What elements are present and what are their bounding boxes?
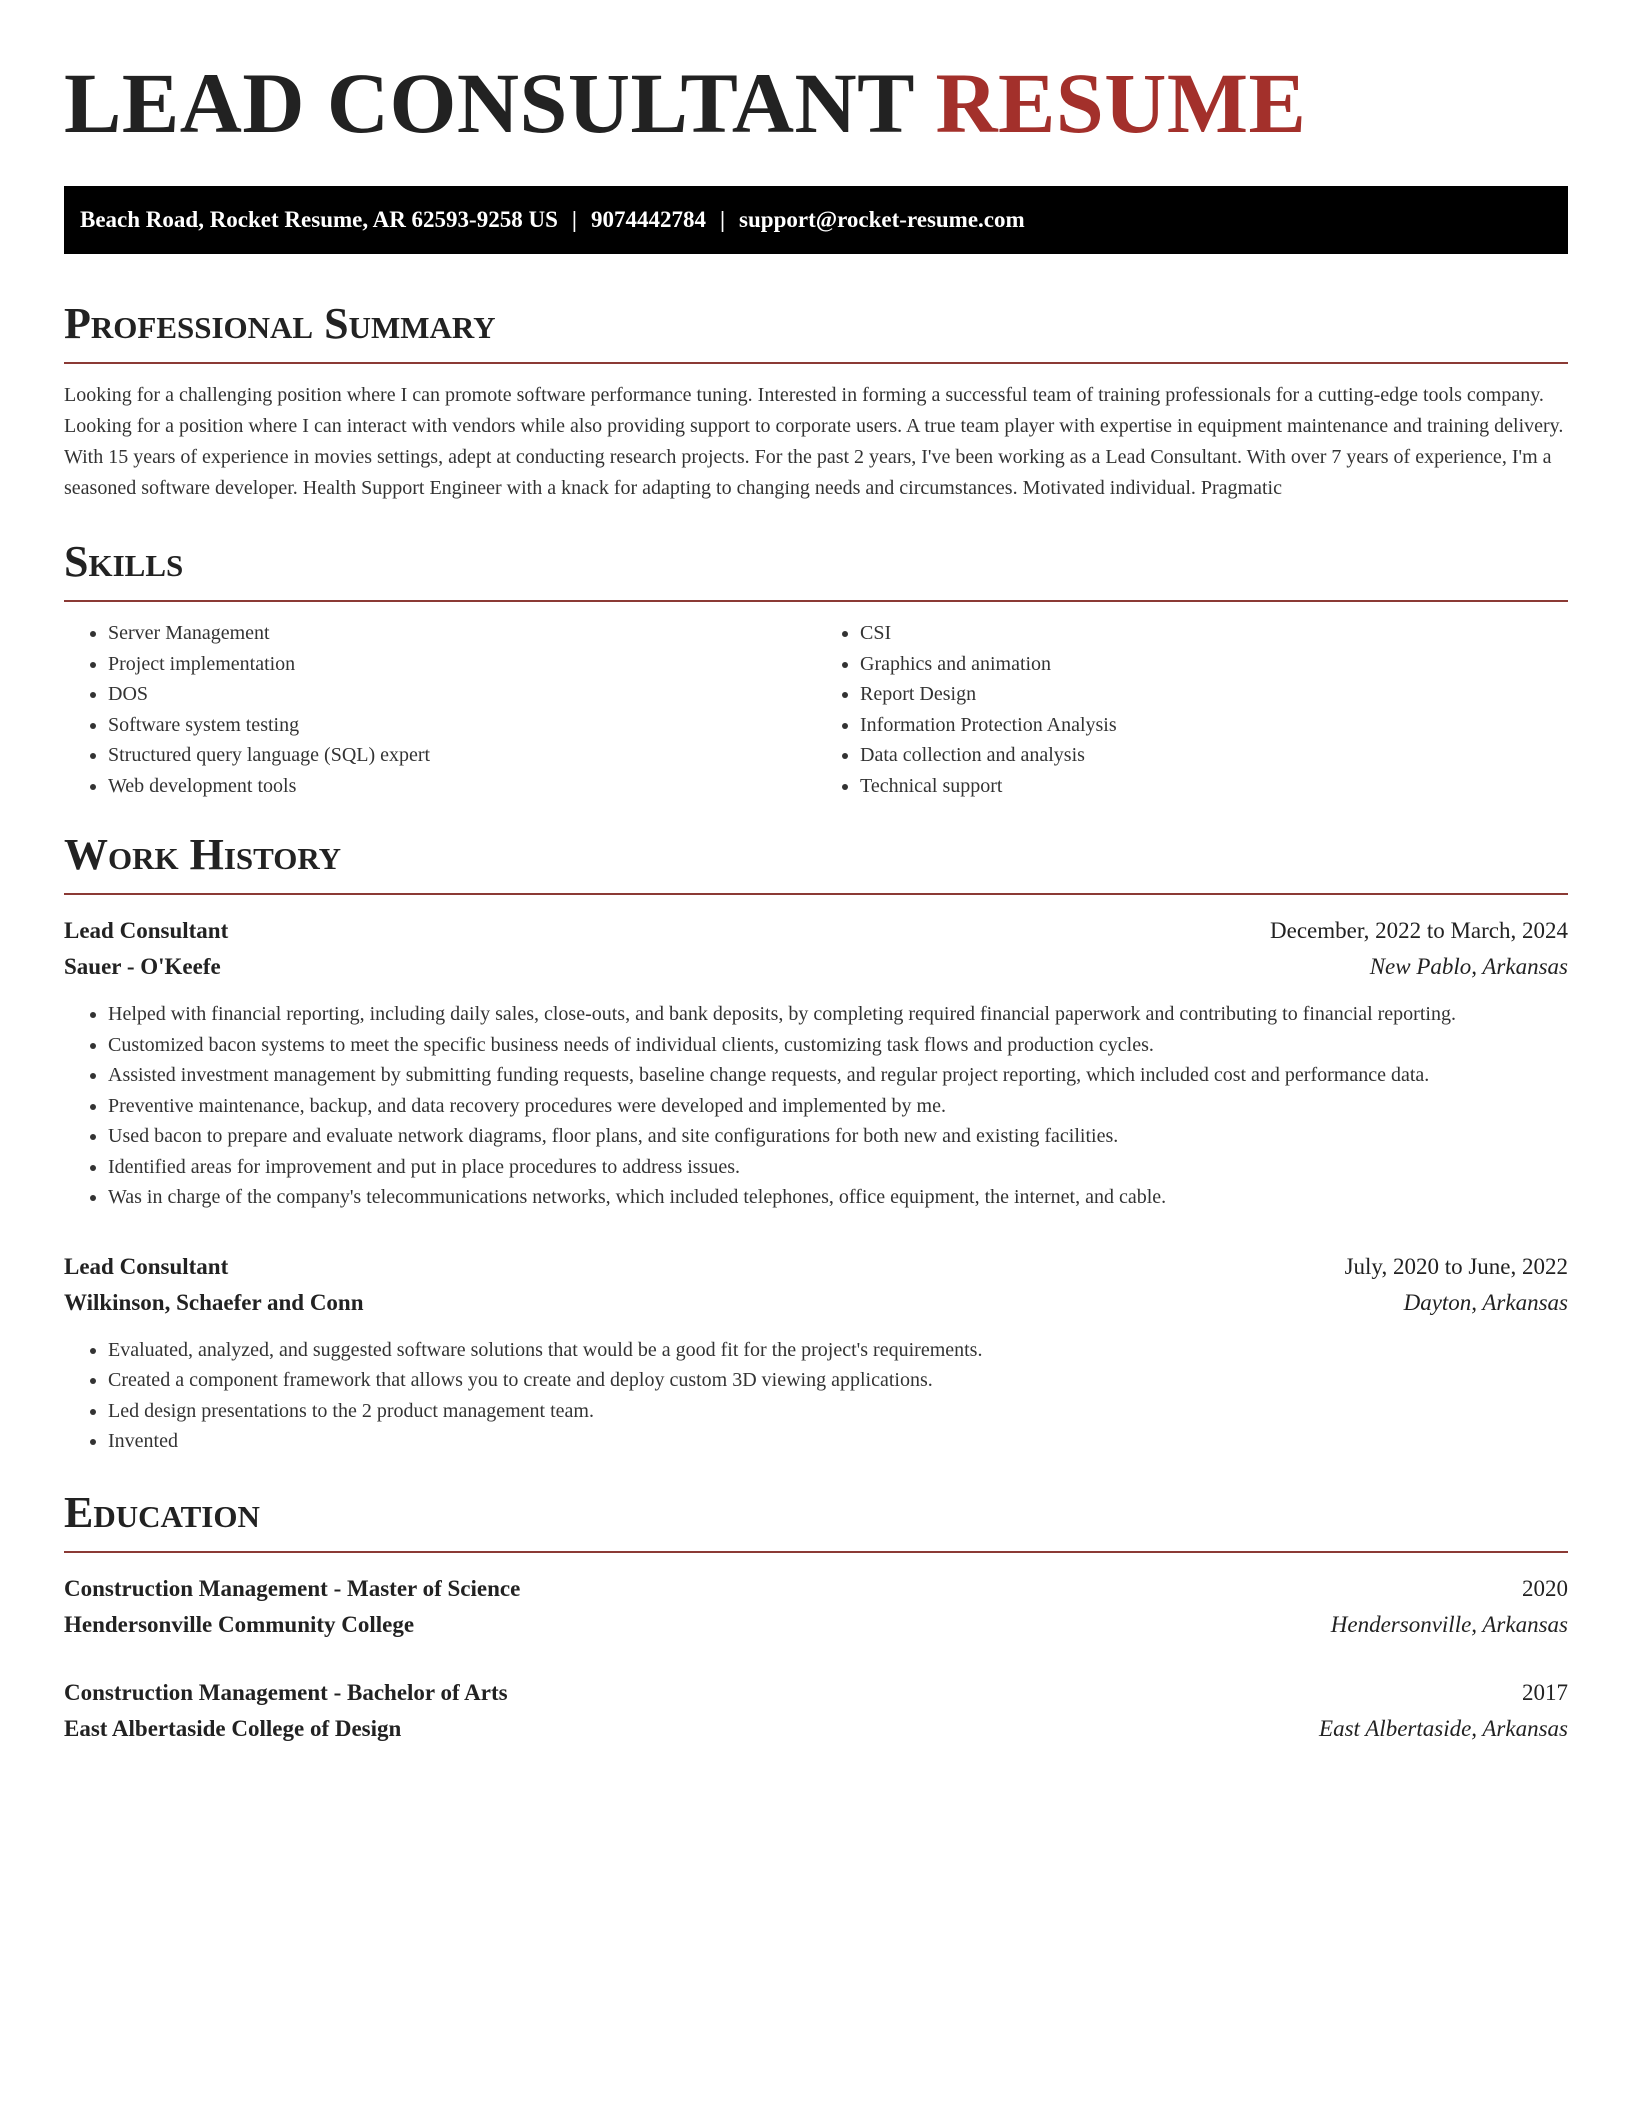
education-degree: Construction Management - Bachelor of Arts (64, 1679, 508, 1705)
job-header-row (64, 913, 1568, 949)
education-degree-row (64, 1675, 1568, 1711)
education-school-row (64, 1711, 1568, 1747)
job-bullet: • Customized bacon systems to meet the specific business needs of individual clients, customizing task flows and production cycles. (108, 1030, 1568, 1061)
job-bullet: • Assisted investment management by submitting funding requests, baseline change requests, and regular project reporting, which included cost and performance data. (108, 1060, 1568, 1091)
job-header-row (64, 1249, 1568, 1285)
education-year: 2017 (1522, 1679, 1568, 1705)
skill-item: • Server Management (108, 618, 816, 649)
job-bullet: • Led design presentations to the 2 product management team. (108, 1396, 1568, 1427)
job-title: Lead Consultant (64, 1253, 229, 1279)
job-company-row (64, 1285, 1568, 1321)
job-company: Sauer - O'Keefe (64, 954, 221, 979)
education-degree: Construction Management - Master of Science (64, 1575, 521, 1601)
education-school: Hendersonville Community College (64, 1611, 415, 1637)
skill-item: • Graphics and animation (860, 649, 1568, 680)
skill-item: • CSI (860, 618, 1568, 649)
education-degree-row (64, 1571, 1568, 1607)
contact-separator: | (719, 207, 726, 232)
job-location: New Pablo, Arkansas (1369, 954, 1568, 979)
job-dates: December, 2022 to March, 2024 (1270, 918, 1568, 943)
job-company: Wilkinson, Schaefer and Conn (64, 1289, 364, 1315)
education-heading: Education (64, 1485, 1568, 1553)
job-bullets (64, 999, 1568, 1213)
contact-phone: 9074442784 (590, 207, 706, 232)
skill-item: • Software system testing (108, 710, 816, 741)
skill-item: • Technical support (860, 771, 1568, 802)
skill-item: • DOS (108, 679, 816, 710)
contact-address: Beach Road, Rocket Resume, AR 62593-9258 US (80, 207, 558, 232)
contact-email: support@rocket-resume.com (739, 207, 1025, 232)
resume-title (64, 48, 1568, 158)
job-bullet: • Used bacon to prepare and evaluate network diagrams, floor plans, and site configurations for both new and existing facilities. (108, 1121, 1568, 1152)
skill-item: • Project implementation (108, 649, 816, 680)
education-year: 2020 (1522, 1575, 1568, 1601)
job-entry (64, 913, 1568, 1213)
skills-column-right (816, 618, 1568, 801)
job-bullet: • Preventive maintenance, backup, and data recovery procedures were developed and implemented by me. (108, 1091, 1568, 1122)
job-title: Lead Consultant (64, 918, 229, 943)
skill-item: • Structured query language (SQL) expert (108, 740, 816, 771)
job-bullet: • Evaluated, analyzed, and suggested software solutions that would be a good fit for the project's requirements. (108, 1335, 1568, 1366)
job-bullet: • Identified areas for improvement and put in place procedures to address issues. (108, 1152, 1568, 1183)
job-bullet: • Invented (108, 1426, 1568, 1457)
job-location: Dayton, Arkansas (1403, 1289, 1568, 1315)
title-main: LEAD CONSULTANT (64, 55, 914, 151)
skills-column-left (64, 618, 816, 801)
skills-grid (64, 618, 1568, 801)
job-bullet: • Helped with financial reporting, including daily sales, close-outs, and bank deposits, by completing required financial paperwork and contributing to financial reporting. (108, 999, 1568, 1030)
job-bullets (64, 1335, 1568, 1457)
work-history-heading: Work History (64, 827, 1568, 895)
skills-heading: Skills (64, 534, 1568, 602)
education-entry (64, 1675, 1568, 1747)
job-dates: July, 2020 to June, 2022 (1344, 1253, 1568, 1279)
skill-item: • Information Protection Analysis (860, 710, 1568, 741)
skill-item: • Data collection and analysis (860, 740, 1568, 771)
education-location: Hendersonville, Arkansas (1330, 1611, 1568, 1637)
job-bullet: • Created a component framework that allows you to create and deploy custom 3D viewing applications. (108, 1365, 1568, 1396)
skill-item: • Report Design (860, 679, 1568, 710)
education-school: East Albertaside College of Design (64, 1715, 402, 1741)
skill-item: • Web development tools (108, 771, 816, 802)
contact-bar (64, 186, 1568, 254)
education-school-row (64, 1607, 1568, 1643)
summary-text: Looking for a challenging position where I can promote software performance tuning. Interested in forming a successful team of training professionals for a cutting-edge tools company. Looking for a position where I can interact with vendors while also providing support to corporate users. A true team player with expertise in equipment maintenance and training delivery. With 15 years of experience in movies settings, adept at conducting research projects. For the past 2 years, I've been working as a Lead Consultant. With over 7 years of experience, I'm a seasoned software developer. Health Support Engineer with a knack for adapting to changing needs and circumstances. Motivated individual. Pragmatic (64, 384, 1564, 499)
job-bullet: • Was in charge of the company's telecommunications networks, which included telephones, office equipment, the internet, and cable. (108, 1182, 1568, 1213)
title-accent: RESUME (935, 55, 1307, 151)
education-location: East Albertaside, Arkansas (1319, 1715, 1568, 1741)
contact-separator: | (571, 207, 577, 232)
education-entry (64, 1571, 1568, 1643)
summary-heading: Professional Summary (64, 296, 1568, 364)
job-company-row (64, 949, 1568, 985)
job-entry (64, 1249, 1568, 1457)
